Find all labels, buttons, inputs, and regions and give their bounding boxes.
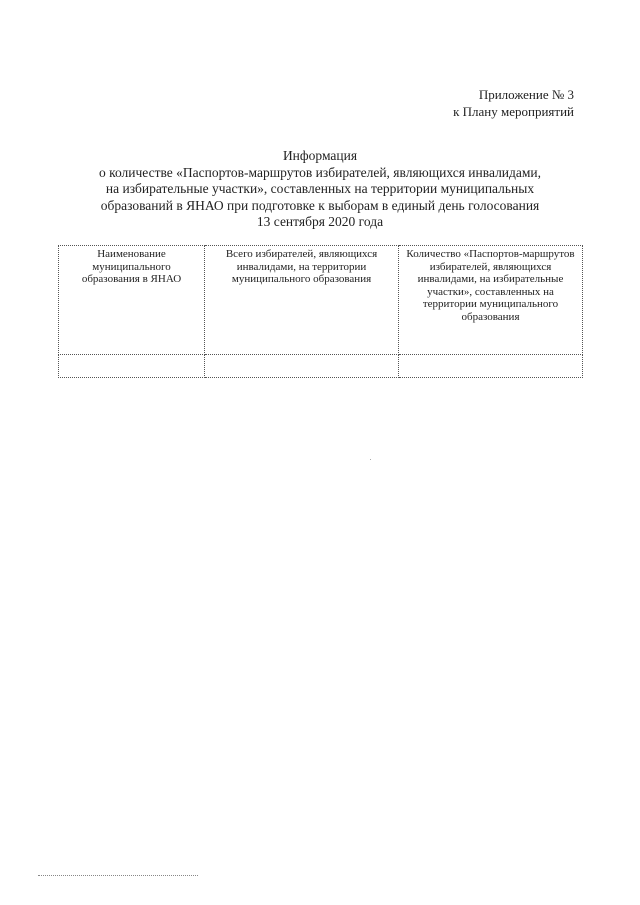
appendix-reference: к Плану мероприятий: [453, 104, 574, 119]
table-row: [59, 355, 583, 378]
table-cell: [59, 355, 205, 378]
heading-line: о количестве «Паспортов-маршрутов избирателей, являющихся инвалидами,: [98, 164, 542, 180]
appendix-number: Приложение № 3: [478, 87, 574, 102]
table-header-row: [59, 246, 583, 355]
footer-divider: [38, 875, 198, 876]
document-heading: [40, 148, 600, 231]
column-header-passport-count: Количество «Паспортов-маршрутов избирателей, являющихся инвалидами, на избирательные участки», составленных на территории муниципального образования: [399, 246, 583, 355]
table-cell: [399, 355, 583, 378]
document-title: Информация: [282, 148, 358, 163]
passport-count-table: [58, 245, 583, 378]
heading-line: на избирательные участки», составленных на территории муниципальных: [105, 181, 535, 196]
scan-speck: [370, 459, 371, 460]
heading-date: 13 сентября 2020 года: [256, 214, 384, 229]
heading-line: образований в ЯНАО при подготовке к выборам в единый день голосования: [100, 197, 540, 213]
column-header-municipality: Наименование муниципального образования в ЯНАО: [59, 246, 205, 355]
column-header-voters-total: Всего избирателей, являющихся инвалидами, на территории муниципального образования: [205, 246, 399, 355]
table-cell: [205, 355, 399, 378]
appendix-header: [453, 86, 574, 120]
